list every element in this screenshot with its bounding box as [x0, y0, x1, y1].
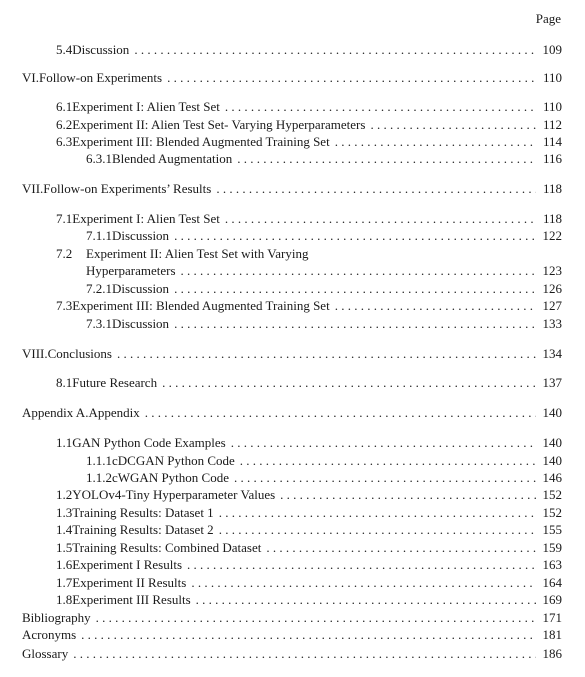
dot-leader: [335, 133, 536, 151]
page-number: 110: [542, 70, 562, 85]
page-number: 152: [542, 487, 562, 502]
section-title: Discussion: [72, 42, 130, 57]
section-title: Training Results: Combined Dataset: [72, 540, 262, 555]
dot-leader: [191, 574, 536, 592]
dot-leader: [187, 556, 536, 574]
page-number: 133: [542, 316, 562, 331]
toc-entry-7-1[interactable]: [56, 210, 562, 228]
page-number: 118: [542, 211, 562, 226]
dot-leader: [237, 150, 536, 168]
section-number: 7.3: [56, 298, 73, 313]
section-number: 6.2: [56, 117, 73, 132]
section-number: 1.1: [56, 435, 73, 450]
toc-entry-1-1-2[interactable]: [86, 469, 562, 487]
toc-entry-1-5[interactable]: [56, 539, 562, 557]
dot-leader: [181, 262, 536, 280]
toc-entry-1-6[interactable]: [56, 556, 562, 574]
toc-entry-1-4[interactable]: [56, 521, 562, 539]
toc-entry-7-1-1[interactable]: [86, 227, 562, 245]
toc-entry-6-1[interactable]: [56, 98, 562, 116]
section-number: 1.7: [56, 575, 73, 590]
page-number: 127: [542, 298, 562, 313]
subsection-number: 6.3.1: [86, 151, 112, 166]
page-number: 155: [542, 522, 562, 537]
toc-entry-7-2[interactable]: [56, 245, 308, 263]
section-number: 1.5: [56, 540, 73, 555]
toc-entry-1-1-1[interactable]: [86, 452, 562, 470]
subsection-title: Blended Augmentation: [112, 151, 233, 166]
section-title: Experiment I Results: [72, 557, 183, 572]
dot-leader: [240, 452, 536, 470]
page-number: 112: [542, 117, 562, 132]
section-number: 5.4: [56, 42, 73, 57]
chapter-number: VIII.: [22, 346, 48, 361]
toc-chapter-vi[interactable]: [22, 69, 562, 87]
subsection-title: Discussion: [112, 281, 170, 296]
toc-entry-5-4[interactable]: [56, 41, 562, 59]
page-number: 146: [542, 470, 562, 485]
page-column-header: Page: [535, 11, 561, 26]
dot-leader: [219, 521, 536, 539]
toc-glossary[interactable]: [22, 645, 562, 663]
page-number: 118: [542, 181, 562, 196]
section-number: 7.2: [56, 246, 73, 261]
page-number: 159: [542, 540, 562, 555]
page-number: 109: [542, 42, 562, 57]
page-number: 140: [542, 435, 562, 450]
section-title: Experiment III: Blended Augmented Training Set: [72, 298, 330, 313]
dot-leader: [174, 227, 536, 245]
toc-entry-8-1[interactable]: [56, 374, 562, 392]
subsection-number: 1.1.2: [86, 470, 112, 485]
toc-entry-7-3[interactable]: [56, 297, 562, 315]
toc-entry-6-3-1[interactable]: [86, 150, 562, 168]
section-title: Future Research: [72, 375, 158, 390]
section-title: Training Results: Dataset 1: [72, 505, 214, 520]
page-number: 164: [542, 575, 562, 590]
subsection-number: 7.2.1: [86, 281, 112, 296]
chapter-title: Follow-on Experiments: [38, 70, 163, 85]
toc-chapter-vii[interactable]: [22, 180, 562, 198]
section-title: Experiment I: Alien Test Set: [72, 99, 220, 114]
section-number: 1.6: [56, 557, 73, 572]
subsection-title: cWGAN Python Code: [112, 470, 229, 485]
subsection-title: cDCGAN Python Code: [112, 453, 235, 468]
toc-entry-1-1[interactable]: [56, 434, 562, 452]
dot-leader: [174, 315, 536, 333]
dot-leader: [280, 486, 536, 504]
subsection-number: 1.1.1: [86, 453, 112, 468]
section-number: 1.2: [56, 487, 73, 502]
section-title-continued: Hyperparameters: [86, 263, 176, 278]
subsection-number: 7.1.1: [86, 228, 112, 243]
appendix-title: Appendix: [88, 405, 140, 420]
page-number: 116: [542, 151, 562, 166]
toc-acronyms[interactable]: [22, 626, 562, 644]
page-number: 126: [542, 281, 562, 296]
toc-entry-7-2-1[interactable]: [86, 280, 562, 298]
chapter-title: Conclusions: [47, 346, 112, 361]
dot-leader: [266, 539, 536, 557]
dot-leader: [174, 280, 536, 298]
section-title: Experiment I: Alien Test Set: [72, 211, 220, 226]
toc-entry-1-8[interactable]: [56, 591, 562, 609]
bibliography-title: Bibliography: [22, 610, 91, 625]
dot-leader: [117, 345, 536, 363]
dot-leader: [196, 591, 536, 609]
toc-appendix-a[interactable]: [22, 404, 562, 422]
dot-leader: [216, 180, 536, 198]
section-title: Experiment II Results: [72, 575, 187, 590]
section-number: 1.8: [56, 592, 73, 607]
page-number: 140: [542, 405, 562, 420]
toc-chapter-viii[interactable]: [22, 345, 562, 363]
dot-leader: [234, 469, 536, 487]
page-number: 169: [542, 592, 562, 607]
page-number: 152: [542, 505, 562, 520]
toc-entry-7-2-continued[interactable]: [86, 262, 562, 280]
section-title: Experiment III Results: [72, 592, 191, 607]
page-number: 122: [542, 228, 562, 243]
section-number: 8.1: [56, 375, 73, 390]
dot-leader: [335, 297, 536, 315]
page-number: 140: [542, 453, 562, 468]
appendix-number: Appendix A.: [22, 405, 89, 420]
page-number: 171: [542, 610, 562, 625]
section-title: YOLOv4-Tiny Hyperparameter Values: [72, 487, 276, 502]
dot-leader: [96, 609, 536, 627]
section-number: 1.3: [56, 505, 73, 520]
toc-bibliography[interactable]: [22, 609, 562, 627]
page-number: 123: [542, 263, 562, 278]
acronyms-title: Acronyms: [22, 627, 77, 642]
dot-leader: [162, 374, 536, 392]
toc-entry-6-3[interactable]: [56, 133, 562, 151]
page-number: 181: [542, 627, 562, 642]
dot-leader: [225, 98, 536, 116]
dot-leader: [370, 116, 536, 134]
toc-entry-1-7[interactable]: [56, 574, 562, 592]
section-number: 6.1: [56, 99, 73, 114]
page-number: 134: [542, 346, 562, 361]
toc-entry-7-3-1[interactable]: [86, 315, 562, 333]
page-number: 114: [542, 134, 562, 149]
section-number: 1.4: [56, 522, 73, 537]
chapter-title: Follow-on Experiments’ Results: [43, 181, 212, 196]
page-number: 137: [542, 375, 562, 390]
subsection-number: 7.3.1: [86, 316, 112, 331]
section-title: Experiment II: Alien Test Set- Varying Hyperparameters: [72, 117, 366, 132]
section-title: Experiment III: Blended Augmented Training Set: [72, 134, 330, 149]
toc-entry-1-2[interactable]: [56, 486, 562, 504]
section-title: Training Results: Dataset 2: [72, 522, 214, 537]
dot-leader: [145, 404, 536, 422]
toc-entry-6-2[interactable]: [56, 116, 562, 134]
dot-leader: [219, 504, 536, 522]
dot-leader: [81, 626, 536, 644]
section-number: 6.3: [56, 134, 73, 149]
section-title: Experiment II: Alien Test Set with Varying: [86, 246, 309, 261]
glossary-title: Glossary: [22, 646, 69, 661]
section-title: GAN Python Code Examples: [72, 435, 226, 450]
dot-leader: [167, 69, 536, 87]
page-number: 186: [542, 646, 562, 661]
dot-leader: [231, 434, 536, 452]
subsection-title: Discussion: [112, 228, 170, 243]
chapter-number: VII.: [22, 181, 44, 196]
section-number: 7.1: [56, 211, 73, 226]
chapter-number: VI.: [22, 70, 39, 85]
dot-leader: [134, 41, 536, 59]
subsection-title: Discussion: [112, 316, 170, 331]
page-number: 110: [542, 99, 562, 114]
dot-leader: [225, 210, 536, 228]
page-number: 163: [542, 557, 562, 572]
toc-entry-1-3[interactable]: [56, 504, 562, 522]
dot-leader: [73, 645, 536, 663]
